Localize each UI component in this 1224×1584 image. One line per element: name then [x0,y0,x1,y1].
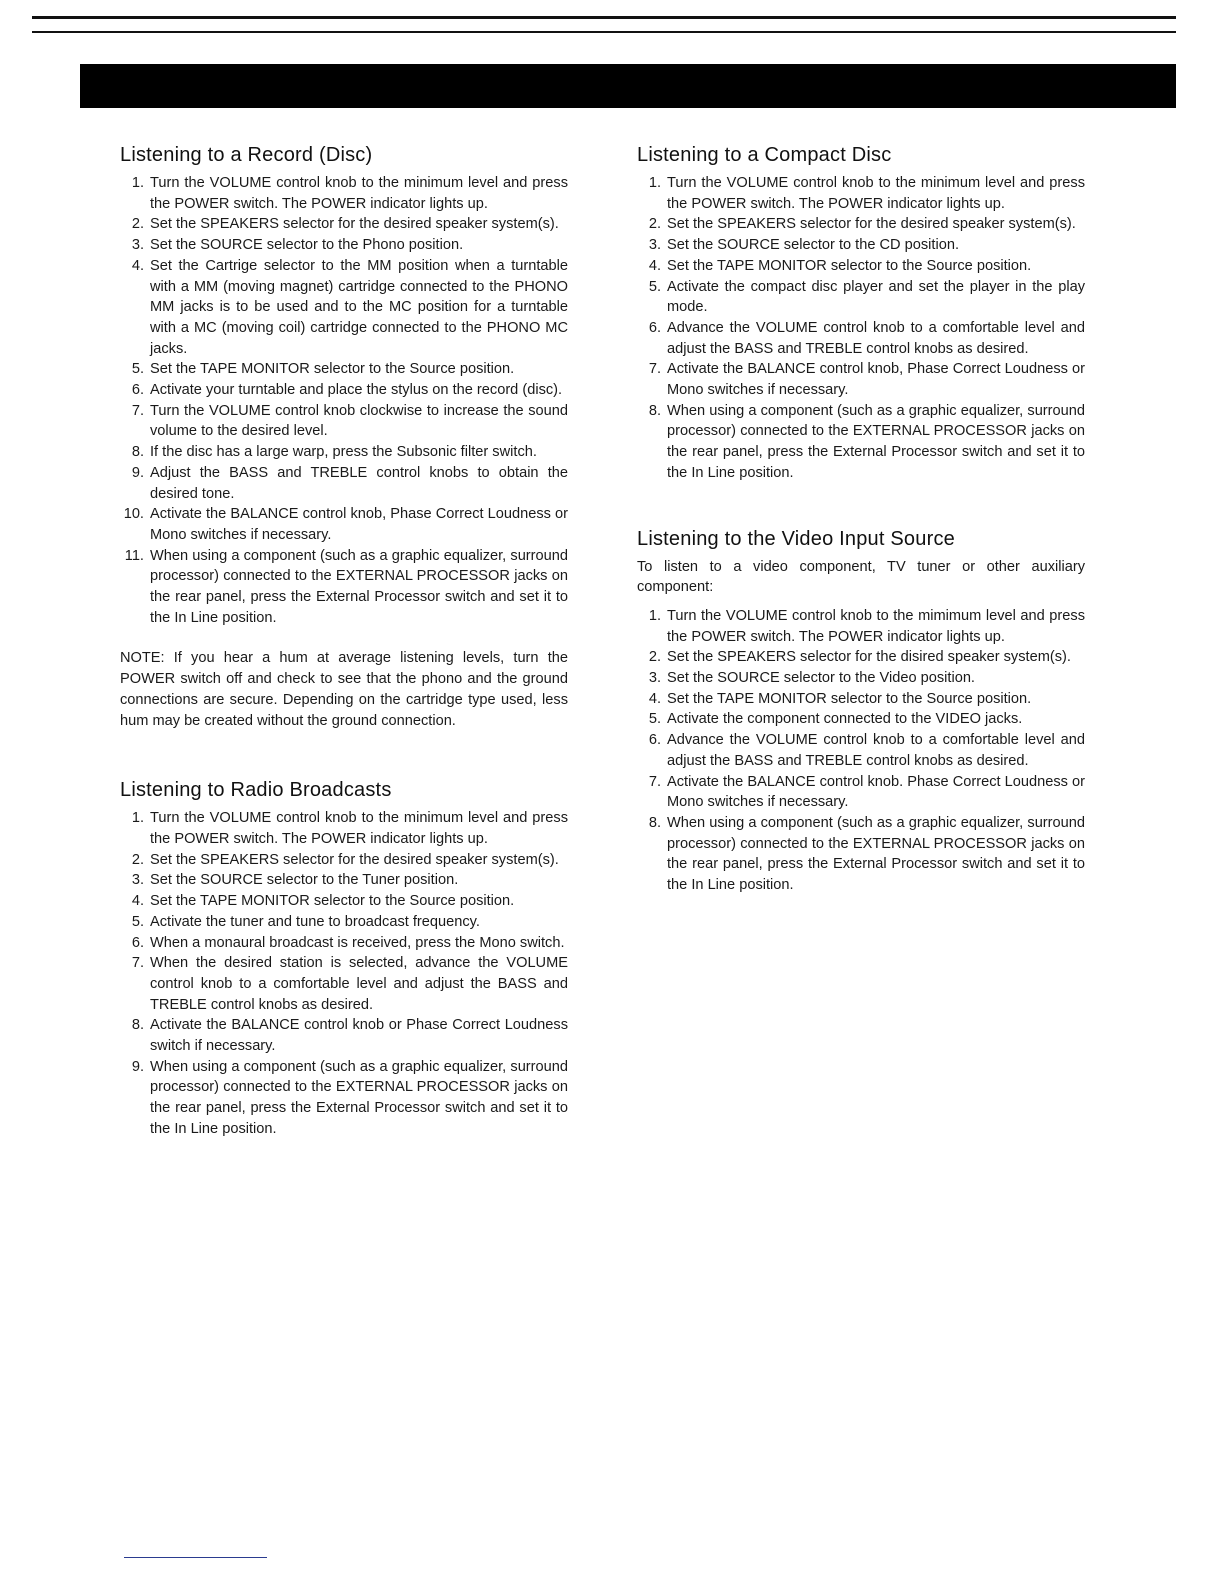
step-number: 1. [648,175,661,191]
step-text: Set the SPEAKERS selector for the desired speaker system(s). [150,216,559,233]
radio-section [120,779,568,1139]
step-number: 6. [131,934,144,951]
step-number: 3. [648,237,661,254]
step-text: Set the TAPE MONITOR selector to the Source position. [667,690,1032,707]
step-number: 6. [648,732,661,749]
step-number: 1. [648,607,661,624]
step-number: 3. [131,872,144,889]
list-item [120,870,568,891]
step-text: Activate the BALANCE control knob, Phase Correct Loudness or Mono switches if necessary. [150,506,568,543]
record-note: NOTE: If you hear a hum at average listening levels, turn the POWER switch off and check to see that the phono and the ground connections are secure. Depending on the cartridge type used, less hum may be created without the ground connection. [120,650,568,729]
video-heading: Listening to the Video Input Source [637,527,955,550]
record-heading: Listening to a Record (Disc) [120,144,373,166]
step-text: When a monaural broadcast is received, press the Mono switch. [150,934,565,951]
list-item [637,647,1085,668]
list-item [637,235,1085,256]
step-number: 2. [648,649,661,666]
step-number: 1. [131,810,144,827]
left-column [120,144,568,1140]
list-item [120,504,568,545]
list-item [637,689,1085,710]
list-item [637,730,1085,771]
step-number: 4. [131,893,144,910]
step-text: Set the SPEAKERS selector for the desired speaker system(s). [667,216,1076,233]
step-text: Set the TAPE MONITOR selector to the Source position. [667,257,1032,274]
list-item [120,442,568,463]
step-text: Set the SPEAKERS selector for the disired speaker system(s). [667,649,1071,666]
step-text: Set the TAPE MONITOR selector to the Source position. [150,893,515,910]
video-steps [637,606,1085,896]
step-number: 5. [131,361,144,378]
list-item [637,772,1085,813]
step-text: Adjust the BASS and TREBLE control knobs to obtain the desired tone. [150,464,568,502]
list-item [637,359,1085,400]
step-number: 1. [131,175,144,191]
step-number: 8. [131,444,144,461]
step-text: Activate the compact disc player and set the player in the play mode. [667,278,1085,316]
step-number: 8. [648,814,661,831]
list-item [120,256,568,360]
step-number: 4. [648,690,661,707]
step-text: Activate your turntable and place the stylus on the record (disc). [150,382,563,399]
step-number: 9. [131,1058,144,1075]
list-item [637,606,1085,647]
step-number: 8. [131,1017,144,1034]
list-item [120,173,568,214]
step-number: 7. [648,773,661,790]
list-item [120,380,568,401]
step-number: 7. [131,955,144,972]
list-item [120,912,568,933]
step-number: 4. [131,257,144,274]
step-number: 4. [648,257,661,274]
step-number: 5. [648,278,661,295]
step-text: Turn the VOLUME control knob to the minimum level and press the POWER switch. The POWER indicator lights up. [150,175,568,212]
list-item [637,709,1085,730]
list-item [637,813,1085,896]
step-text: Set the SPEAKERS selector for the desired speaker system(s). [150,851,559,868]
step-text: If the disc has a large warp, press the Subsonic filter switch. [150,444,537,461]
step-number: 6. [131,382,144,399]
step-number: 11. [124,547,144,564]
step-text: Activate the tuner and tune to broadcast frequency. [150,913,480,930]
video-intro: To listen to a video component, TV tuner or other auxiliary component: [637,558,1085,596]
step-text: Activate the BALANCE control knob or Phase Correct Loudness switch if necessary. [150,1017,568,1055]
list-item [120,214,568,235]
step-number: 5. [131,913,144,930]
step-text: When using a component (such as a graphic equalizer, surround processor) connected to the EXTERNAL PROCESSOR jacks on the rear panel, press the External Processor switch and set it to the In Line position. [150,547,568,626]
step-number: 3. [648,670,661,687]
list-item [637,401,1085,484]
step-text: Set the Cartrige selector to the MM position when a turntable with a MM (moving magnet) cartridge connected to the PHONO MM jacks is to be used and to the MC position for a turntable with a MC (moving coil) cartridge connected to the PHONO MC jacks. [150,257,568,357]
step-text: Advance the VOLUME control knob to a comfortable level and adjust the BASS and TREBLE control knobs as desired. [667,319,1085,357]
step-text: Set the TAPE MONITOR selector to the Source position. [150,361,515,378]
list-item [637,318,1085,359]
step-text: Activate the component connected to the VIDEO jacks. [667,711,1023,728]
step-text: Set the SOURCE selector to the Tuner position. [150,872,459,889]
record-section [120,144,568,731]
step-text: Turn the VOLUME control knob to the mimimum level and press the POWER switch. The POWER indicator lights up. [667,607,1085,645]
step-text: When using a component (such as a graphic equalizer, surround processor) connected to the EXTERNAL PROCESSOR jacks on the rear panel, press the External Processor switch and set it to the In Line position. [667,814,1085,894]
list-item [637,173,1085,214]
step-text: Set the SOURCE selector to the CD position. [667,237,960,254]
cd-heading: Listening to a Compact Disc [637,144,892,166]
step-number: 2. [131,216,144,233]
step-text: When using a component (such as a graphic equalizer, surround processor) connected to the EXTERNAL PROCESSOR jacks on the rear panel, press the External Processor switch and set it to the In Line position. [667,402,1085,481]
cd-section [637,144,1085,484]
video-section [637,528,1085,896]
list-item [120,891,568,912]
step-number: 7. [131,402,144,419]
top-rule-secondary [32,31,1176,33]
step-text: Set the SOURCE selector to the Phono position. [150,237,464,254]
step-text: Activate the BALANCE control knob. Phase Correct Loudness or Mono switches if necessary. [667,773,1085,811]
footer-rule [124,1557,267,1558]
list-item [120,1015,568,1056]
step-number: 2. [131,851,144,868]
step-number: 10. [123,506,144,523]
cd-steps [637,173,1085,484]
list-item [120,850,568,871]
radio-heading: Listening to Radio Broadcasts [120,779,392,802]
step-number: 6. [648,319,661,336]
step-text: Turn the VOLUME control knob to the minimum level and press the POWER switch. The POWER indicator lights up. [150,810,568,847]
step-number: 8. [648,402,661,419]
step-number: 2. [648,216,661,233]
list-item [120,359,568,380]
list-item [120,808,568,849]
list-item [637,277,1085,318]
list-item [637,256,1085,277]
list-item [637,668,1085,689]
list-item [120,401,568,442]
list-item [120,933,568,954]
record-steps [120,173,568,628]
step-text: When the desired station is selected, advance the VOLUME control knob to a comfortable level and adjust the BASS and TREBLE control knobs as desired. [150,955,568,1013]
list-item [120,953,568,1015]
step-text: Set the SOURCE selector to the Video position. [667,670,975,687]
step-text: Turn the VOLUME control knob to the minimum level and press the POWER switch. The POWER indicator lights up. [667,175,1085,212]
step-number: 5. [648,711,661,728]
list-item [120,463,568,504]
list-item [637,214,1085,235]
step-text: Turn the VOLUME control knob clockwise to increase the sound volume to the desired level. [150,402,568,440]
step-text: When using a component (such as a graphic equalizer, surround processor) connected to the EXTERNAL PROCESSOR jacks on the rear panel, press the External Processor switch and set it to the In Line position. [150,1058,568,1137]
list-item [120,235,568,256]
list-item [120,546,568,629]
step-number: 9. [131,464,144,481]
right-column [637,144,1085,896]
step-number: 7. [648,361,661,378]
step-number: 3. [131,237,144,254]
step-text: Activate the BALANCE control knob, Phase Correct Loudness or Mono switches if necessary. [667,361,1085,399]
header-banner [80,64,1176,108]
list-item [120,1057,568,1140]
step-text: Advance the VOLUME control knob to a comfortable level and adjust the BASS and TREBLE control knobs as desired. [667,732,1085,769]
top-rule [32,16,1176,19]
radio-steps [120,808,568,1139]
